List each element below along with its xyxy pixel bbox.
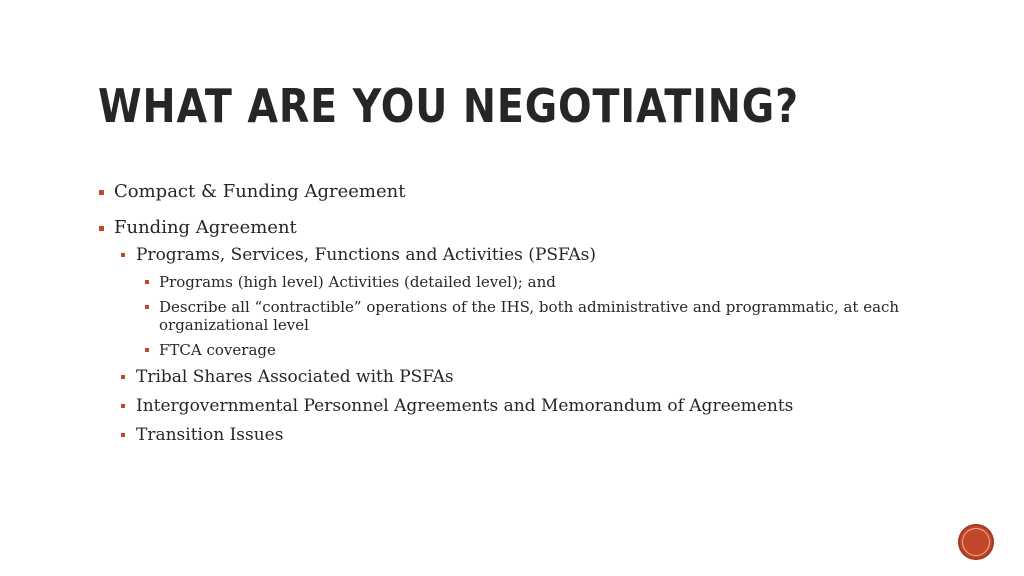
bullet-text: Programs (high level) Activities (detailed level); and xyxy=(159,273,556,291)
bullet-list xyxy=(98,180,918,446)
sub-sub-bullet-item xyxy=(98,298,918,334)
bullet-marker-icon xyxy=(121,253,125,257)
bullet-item xyxy=(98,216,918,240)
sub-bullet-item xyxy=(98,367,918,388)
sub-sub-bullet-item xyxy=(98,341,918,359)
bullet-marker-icon xyxy=(99,226,104,231)
bullet-text: Programs, Services, Functions and Activities (PSFAs) xyxy=(136,245,596,265)
bullet-marker-icon xyxy=(99,190,104,195)
slide-content xyxy=(98,180,918,446)
bullet-text: FTCA coverage xyxy=(159,341,276,359)
bullet-text: Funding Agreement xyxy=(114,217,297,238)
bullet-marker-icon xyxy=(121,404,125,408)
circle-logo-icon xyxy=(958,524,994,560)
bullet-text: Tribal Shares Associated with PSFAs xyxy=(136,367,454,387)
bullet-marker-icon xyxy=(145,280,149,284)
bullet-text: Compact & Funding Agreement xyxy=(114,181,406,202)
bullet-marker-icon xyxy=(145,348,149,352)
sub-bullet-item xyxy=(98,396,918,417)
bullet-marker-icon xyxy=(145,305,149,309)
bullet-text: Describe all “contractible” operations of the IHS, both administrative and programmatic, at each organizational level xyxy=(159,298,900,334)
bullet-marker-icon xyxy=(121,375,125,379)
bullet-marker-icon xyxy=(121,433,125,437)
slide-title: WHAT ARE YOU NEGOTIATING? xyxy=(98,79,799,133)
sub-bullet-item xyxy=(98,245,918,266)
bullet-text: Intergovernmental Personnel Agreements and Memorandum of Agreements xyxy=(136,396,794,416)
sub-bullet-item xyxy=(98,425,918,446)
sub-sub-bullet-item xyxy=(98,273,918,291)
bullet-text: Transition Issues xyxy=(136,425,284,445)
bullet-item xyxy=(98,180,918,204)
